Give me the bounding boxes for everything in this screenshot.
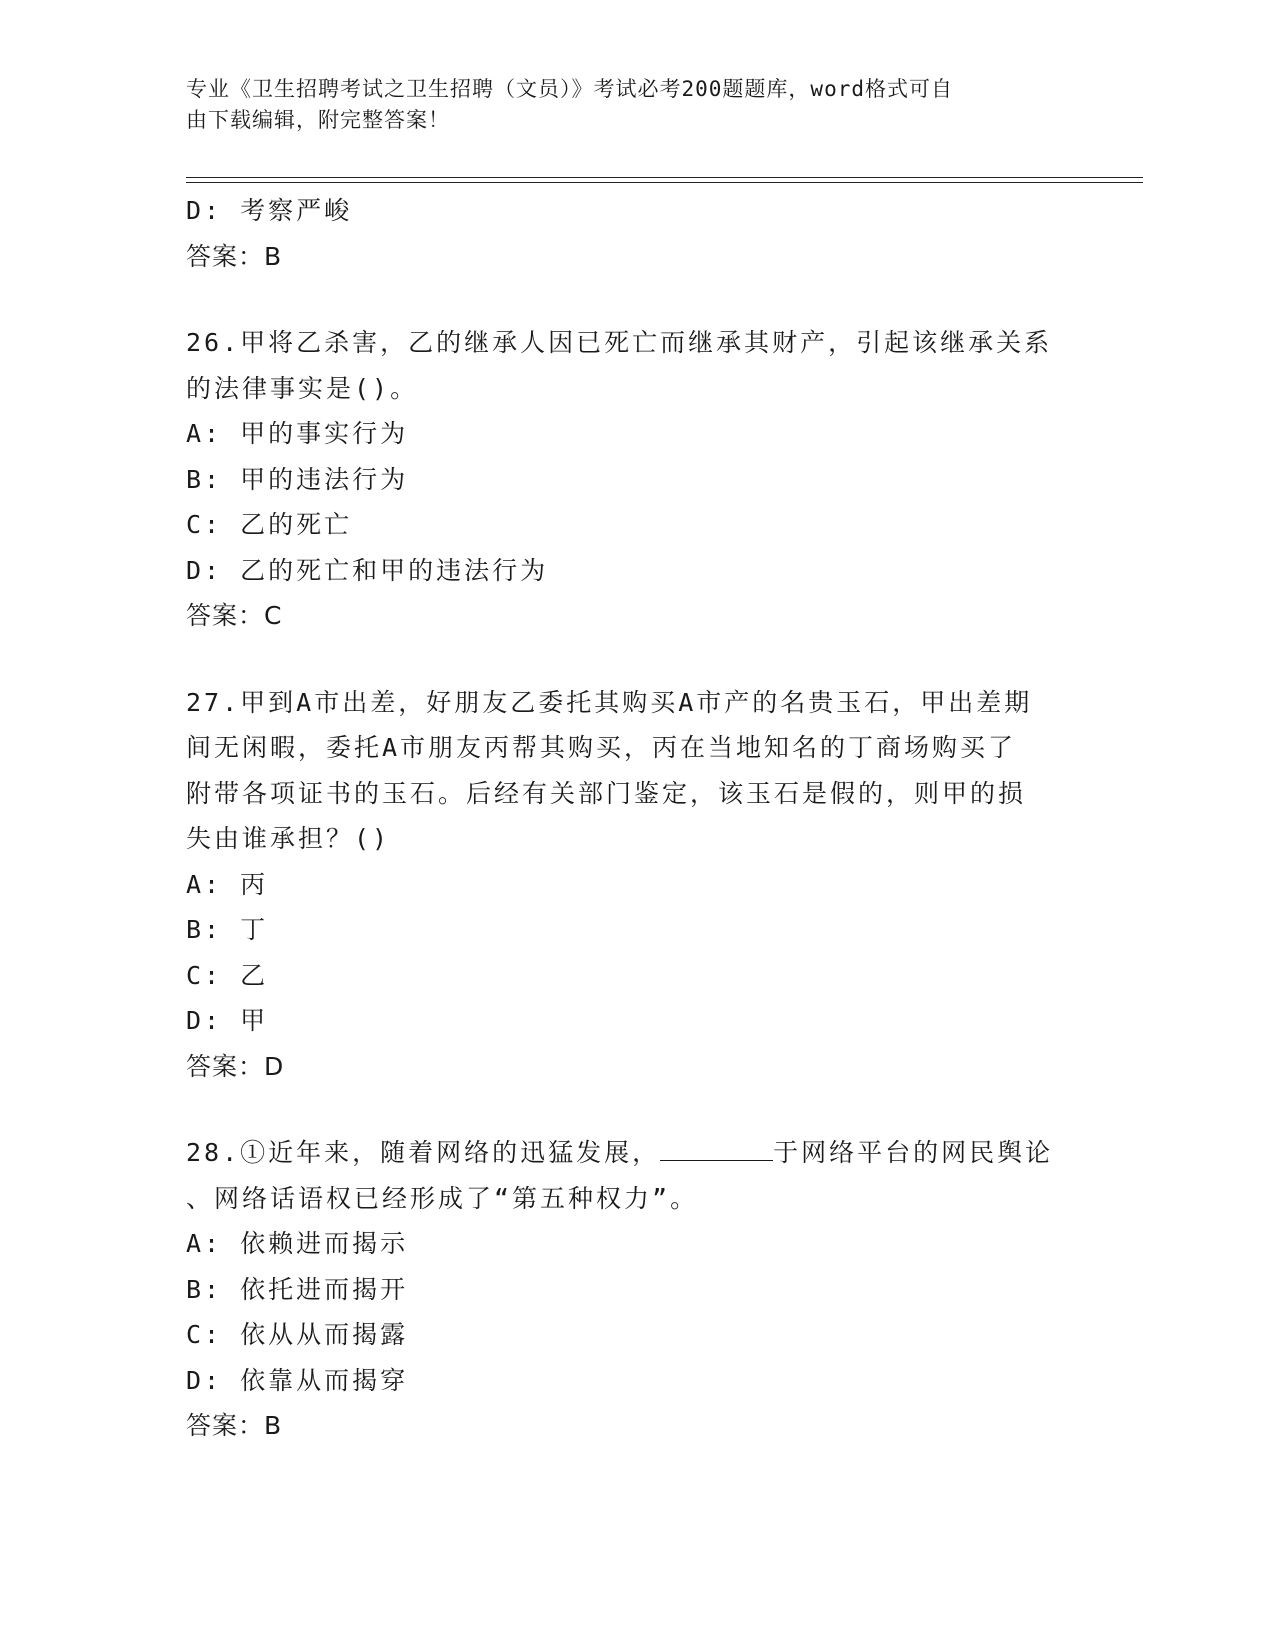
question-25-tail: [186, 188, 1066, 279]
fill-in-blank: [660, 1138, 773, 1161]
option-c: C: 乙: [186, 960, 269, 990]
document-header: [186, 74, 1066, 136]
question-text-line: 26.甲将乙杀害，乙的继承人因已死亡而继承其财产，引起该继承关系: [186, 328, 1053, 357]
option-b: B: 甲的违法行为: [186, 464, 409, 494]
spacer: [186, 279, 1066, 320]
answer-label: 答案：B: [186, 1411, 283, 1440]
option-d: D: 甲: [186, 1006, 269, 1035]
option-d: D: 乙的死亡和甲的违法行为: [186, 555, 549, 585]
question-text-line: 间无闲暇，委托A市朋友丙帮其购买，丙在当地知名的丁商场购买了: [186, 733, 1017, 762]
option-a: A: 丙: [186, 869, 269, 899]
answer-label: 答案：C: [186, 601, 283, 630]
question-text-before-blank: 28.①近年来，随着网络的迅猛发展，: [186, 1138, 661, 1167]
option-b: B: 依托进而揭开: [186, 1274, 409, 1304]
question-text-line: 失由谁承担？(): [186, 824, 391, 853]
option-c: C: 乙的死亡: [186, 510, 353, 539]
question-text-line: [186, 1130, 1066, 1176]
question-text-line: 、网络话语权已经形成了“第五种权力”。: [186, 1183, 699, 1213]
question-27: [186, 680, 1066, 1090]
option-d: D: 考察严峻: [186, 196, 353, 225]
header-divider-bottom: [186, 182, 1143, 183]
spacer: [186, 639, 1066, 680]
question-text-line: 的法律事实是()。: [186, 373, 419, 403]
option-b: B: 丁: [186, 915, 269, 944]
question-text-after-blank: 于网络平台的网民舆论: [773, 1138, 1054, 1167]
option-a: A: 依赖进而揭示: [186, 1229, 409, 1258]
header-line-1: 专业《卫生招聘考试之卫生招聘（文员）》考试必考200题题库，word格式可自: [186, 77, 953, 101]
option-c: C: 依从从而揭露: [186, 1320, 409, 1349]
header-line-2: 由下载编辑，附完整答案！: [186, 108, 450, 132]
question-text-line: 27.甲到A市出差，好朋友乙委托其购买A市产的名贵玉石，甲出差期: [186, 687, 1033, 717]
option-d: D: 依靠从而揭穿: [186, 1365, 409, 1395]
answer-label: 答案：D: [186, 1051, 285, 1081]
question-text-line: 附带各项证书的玉石。后经有关部门鉴定，该玉石是假的，则甲的损: [186, 778, 1027, 808]
option-a: A: 甲的事实行为: [186, 419, 409, 448]
spacer: [186, 1089, 1066, 1130]
question-26: [186, 320, 1066, 639]
answer-label: 答案：B: [186, 241, 283, 271]
question-list: [186, 188, 1066, 1449]
question-28: [186, 1130, 1066, 1449]
header-divider-top: [186, 177, 1143, 178]
